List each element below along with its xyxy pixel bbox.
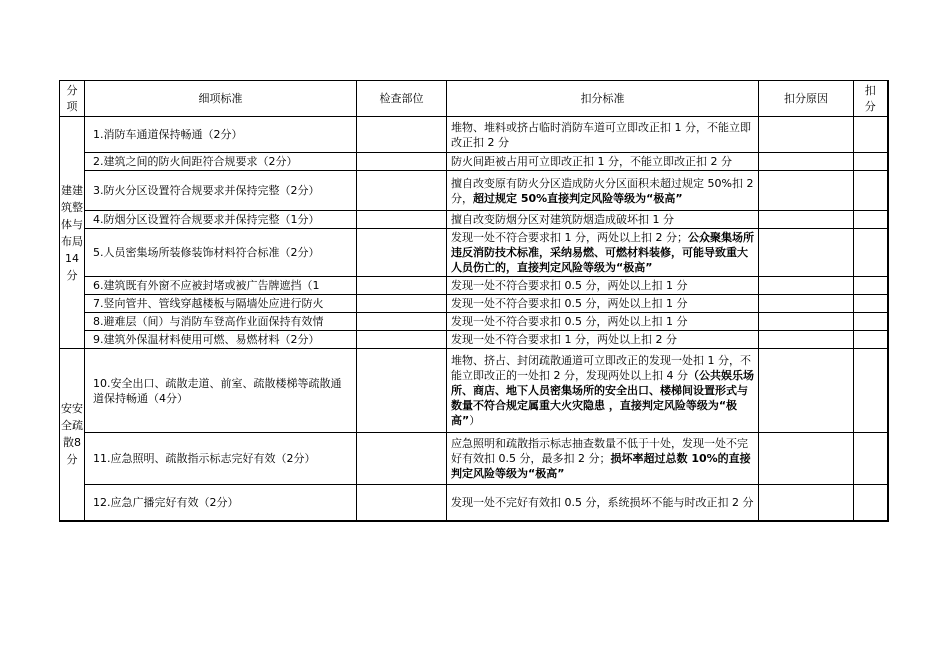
standard-cell: 1.消防车通道保持畅通（2分） [85,117,357,153]
points-cell[interactable] [854,229,888,277]
points-cell[interactable] [854,295,888,313]
standard-cell: 10.安全出口、疏散走道、前室、疏散楼梯等疏散通道保持畅通（4分） [85,349,357,433]
deduction-text: 发现一处不完好有效扣 0.5 分，系统损坏不能与时改正扣 2 分 [451,495,754,509]
table-row [60,117,888,153]
header-category: 分项 [60,81,85,117]
deduction-cell [447,117,759,153]
reason-cell[interactable] [759,433,854,485]
location-cell[interactable] [357,295,447,313]
standard-cell: 6.建筑既有外窗不应被封堵或被广告牌遮挡（1 [85,277,357,295]
reason-cell[interactable] [759,349,854,433]
deduction-text: 发现一处不符合要求扣 0.5 分，两处以上扣 1 分 [451,279,688,292]
reason-cell[interactable] [759,229,854,277]
header-row [60,81,888,117]
points-cell[interactable] [854,171,888,211]
deduction-text: 擅自改变防烟分区对建筑防烟造成破坏扣 1 分 [451,213,674,226]
standard-cell: 4.防烟分区设置符合规要求并保持完整（1分） [85,211,357,229]
table-row [60,229,888,277]
deduction-text: 发现一处不符合要求扣 0.5 分，两处以上扣 1 分 [451,315,688,328]
standard-cell: 11.应急照明、疏散指示标志完好有效（2分） [85,433,357,485]
reason-cell[interactable] [759,313,854,331]
table-row [60,171,888,211]
header-points: 扣分 [854,81,888,117]
standard-cell: 3.防火分区设置符合规要求并保持完整（2分） [85,171,357,211]
table-row [60,485,888,521]
header-standard: 细项标准 [85,81,357,117]
deduction-text: 擅自改变原有防火分区造成防火分区面积未超过规定 50%扣 2 分， [451,176,754,205]
table-row [60,211,888,229]
deduction-bold-text: （公共娱乐场所、商店、地下人员密集场所的安全出口、楼梯间设置形式与数量不符合规定属重大火灾隐患 ，直接判定风险等级为“极高” [451,369,754,427]
deduction-cell [447,349,759,433]
table-row [60,153,888,171]
location-cell[interactable] [357,211,447,229]
standard-cell: 8.避难层（间）与消防车登高作业面保持有效情 [85,313,357,331]
deduction-cell [447,153,759,171]
points-cell[interactable] [854,211,888,229]
deduction-text: 防火间距被占用可立即改正扣 1 分，不能立即改正扣 2 分 [451,155,732,168]
standard-cell: 12.应急广播完好有效（2分） [85,485,357,521]
category-cell: 安安全疏散8分 [60,349,85,521]
points-cell[interactable] [854,277,888,295]
location-cell[interactable] [357,331,447,349]
points-cell[interactable] [854,485,888,521]
standard-cell: 7.竖向管井、管线穿越楼板与隔墙处应进行防火 [85,295,357,313]
table-row [60,331,888,349]
points-cell[interactable] [854,117,888,153]
header-deduction: 扣分标准 [447,81,759,117]
deduction-text: 发现一处不符合要求扣 1 分，两处以上扣 2 分； [451,231,688,244]
inspection-table [59,80,889,522]
location-cell[interactable] [357,313,447,331]
deduction-cell [447,171,759,211]
location-cell[interactable] [357,229,447,277]
deduction-cell [447,211,759,229]
reason-cell[interactable] [759,295,854,313]
deduction-cell [447,277,759,295]
points-cell[interactable] [854,349,888,433]
table-row [60,433,888,485]
deduction-cell [447,433,759,485]
category-cell: 建建筑整体与布局14分 [60,117,85,349]
deduction-cell [447,313,759,331]
location-cell[interactable] [357,349,447,433]
location-cell[interactable] [357,277,447,295]
deduction-cell [447,229,759,277]
reason-cell[interactable] [759,117,854,153]
table-row [60,295,888,313]
deduction-bold-text: 公众聚集场所违反消防技术标准，采纳易燃、可燃材料装修，可能导致重大人员伤亡的，直接判定风险等级为“极高” [451,231,754,274]
standard-cell: 2.建筑之间的防火间距符合规要求（2分） [85,153,357,171]
location-cell[interactable] [357,117,447,153]
header-location: 检查部位 [357,81,447,117]
points-cell[interactable] [854,153,888,171]
deduction-cell [447,331,759,349]
reason-cell[interactable] [759,153,854,171]
table-row [60,277,888,295]
location-cell[interactable] [357,171,447,211]
reason-cell[interactable] [759,485,854,521]
standard-cell: 5.人员密集场所装修装饰材料符合标准（2分） [85,229,357,277]
deduction-tail-text: ） [469,414,481,427]
deduction-text: 应急照明和疏散指示标志抽查数量不低于十处，发现一处不完好有效扣 0.5 分，最多扣 2 分； [451,437,748,465]
deduction-cell [447,295,759,313]
reason-cell[interactable] [759,331,854,349]
points-cell[interactable] [854,331,888,349]
location-cell[interactable] [357,153,447,171]
table-row [60,313,888,331]
deduction-text: 发现一处不符合要求扣 1 分，两处以上扣 2 分 [451,333,677,346]
deduction-text: 堆物、堆料或挤占临时消防车道可立即改正扣 1 分，不能立即改正扣 2 分 [451,120,751,149]
deduction-bold-text: 超过规定 50%直接判定风险等级为“极高” [473,191,683,205]
points-cell[interactable] [854,433,888,485]
deduction-bold-text: 损坏率超过总数 10%的直接判定风险等级为“极高” [451,452,751,480]
reason-cell[interactable] [759,171,854,211]
points-cell[interactable] [854,313,888,331]
deduction-cell [447,485,759,521]
location-cell[interactable] [357,485,447,521]
standard-cell: 9.建筑外保温材料使用可燃、易燃材料（2分） [85,331,357,349]
reason-cell[interactable] [759,211,854,229]
table-row [60,349,888,433]
header-reason: 扣分原因 [759,81,854,117]
reason-cell[interactable] [759,277,854,295]
location-cell[interactable] [357,433,447,485]
deduction-text: 发现一处不符合要求扣 0.5 分，两处以上扣 1 分 [451,297,688,310]
deduction-text: 堆物、挤占、封闭疏散通道可立即改正的发现一处扣 1 分，不能立即改正的一处扣 2 分，发现两处以上扣 4 分 [451,354,751,382]
